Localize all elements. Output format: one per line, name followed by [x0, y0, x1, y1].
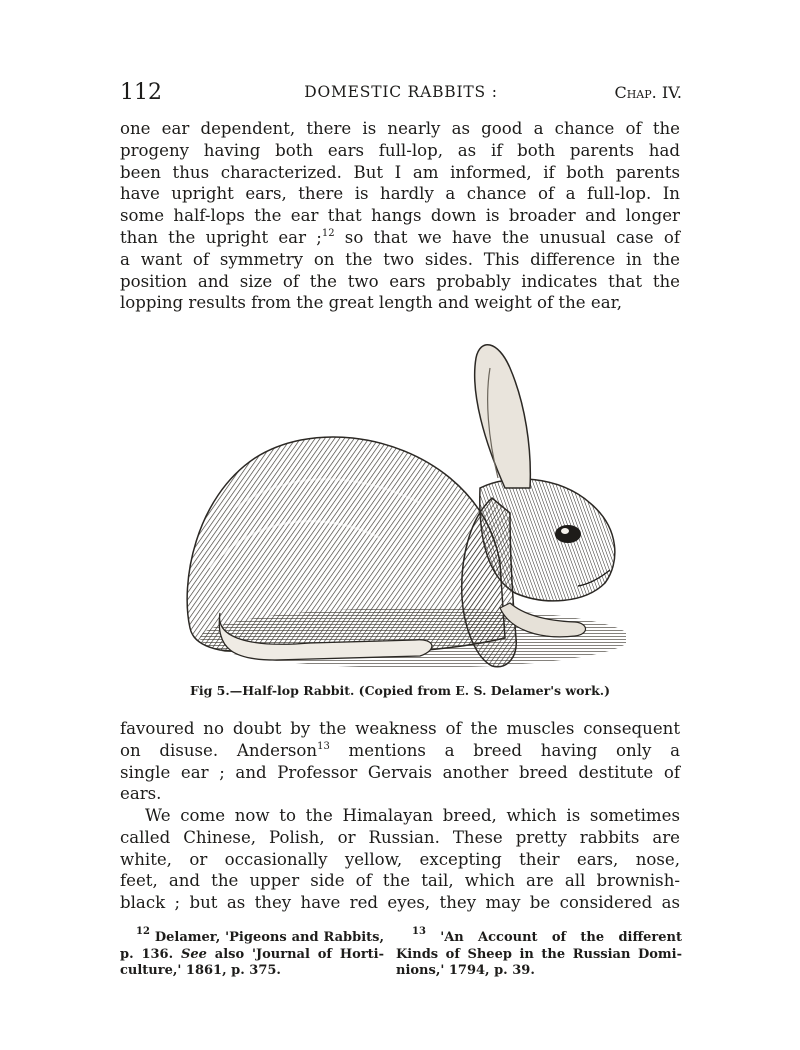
text-line: been thus characterized. But I am informed, if both parents [120, 162, 680, 182]
page-number: 112 [120, 80, 162, 105]
text-fragment: Delamer, 'Pigeons and Rabbits, [154, 930, 384, 945]
text-line: position and size of the two ears probably indicates that the [120, 271, 680, 291]
text-line: lopping results from the great length and weight of the ear, [120, 293, 622, 313]
text-line: one ear dependent, there is nearly as good a chance of the [120, 119, 680, 138]
text-line: called Chinese, Polish, or Russian. These pretty rabbits are [120, 827, 680, 847]
footnote-line [412, 926, 683, 947]
text-line: favoured no doubt by the weakness of the muscles consequent [120, 719, 680, 738]
text-line: feet, and the upper side of the tail, which are all brownish- [120, 871, 680, 891]
text-line: a want of symmetry on the two sides. This difference in the [120, 249, 680, 269]
text-line: ears. [120, 784, 162, 804]
text-fragment: p. 136. [120, 946, 174, 962]
footnote-13 [396, 926, 683, 980]
footnote-ref-12: 12 [321, 227, 335, 239]
half-lop-rabbit-engraving [180, 338, 626, 674]
text-line [120, 227, 680, 249]
text-fragment: mentions a breed having only a [329, 740, 680, 760]
page-header [120, 80, 682, 106]
footnote-line: nions,' 1794, p. 39. [396, 963, 535, 978]
paragraph-1 [120, 118, 680, 314]
see-italic: See [181, 946, 207, 962]
footnote-line [136, 926, 384, 947]
text-fragment: 'An Account of the different [440, 930, 683, 945]
footnote-line: Kinds of Sheep in the Russian Domi- [396, 946, 682, 962]
text-line: black ; but as they have red eyes, they may be considered as [120, 893, 680, 913]
footnote-12 [120, 926, 385, 980]
footnote-number: 12 [136, 926, 150, 937]
text-line: single ear ; and Professor Gervais another breed destitute of [120, 762, 680, 782]
text-line: some half-lops the ear that hangs down is broader and longer [120, 206, 680, 226]
running-title: DOMESTIC RABBITS : [304, 83, 498, 101]
figure-caption: Fig 5.—Half-lop Rabbit. (Copied from E. S. Delamer's work.) [189, 683, 611, 698]
footnote-line: culture,' 1861, p. 375. [120, 963, 281, 978]
paragraph-3 [120, 805, 680, 914]
text-fragment: on disuse. Anderson [120, 740, 318, 760]
text-line: have upright ears, there is hardly a chance of a full-lop. In [120, 184, 680, 204]
text-fragment: than the upright ear ; [120, 227, 322, 247]
footnote-line [120, 947, 384, 964]
paragraph-2 [120, 718, 680, 805]
text-fragment: so that we have the unusual case of [334, 227, 680, 247]
text-line: We come now to the Himalayan breed, which is sometimes [145, 806, 680, 825]
chapter-label: Chap. IV. [614, 83, 682, 102]
text-fragment: also 'Journal of Horti- [206, 946, 385, 962]
text-line: progeny having both ears full-lop, as if both parents had [120, 140, 680, 160]
text-line [120, 740, 680, 762]
footnote-number: 13 [412, 926, 426, 937]
footnote-ref-13: 13 [317, 740, 330, 752]
text-line: white, or occasionally yellow, excepting their ears, nose, [120, 849, 680, 869]
